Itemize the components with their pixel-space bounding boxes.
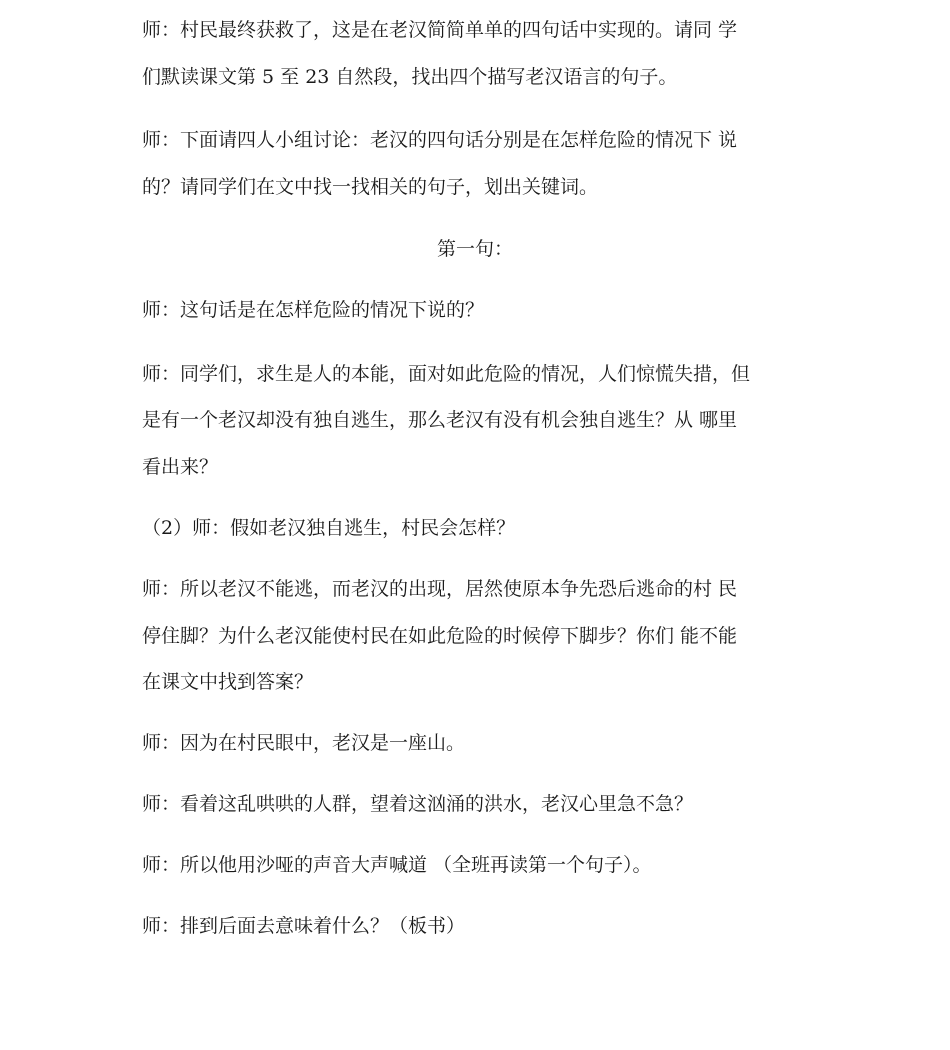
paragraph-7: 师：因为在村民眼中，老汉是一座山。 bbox=[142, 732, 466, 754]
paragraph-4-line-1: 师：同学们，求生是人的本能，面对如此危险的情况，人们惊慌失措，但 bbox=[142, 363, 751, 385]
paragraph-1-line-1: 师：村民最终获救了，这是在老汉简简单单的四句话中实现的。请同 学 bbox=[142, 19, 738, 41]
paragraph-6-line-2: 停住脚？为什么老汉能使村民在如此危险的时候停下脚步？你们 能不能 bbox=[142, 625, 738, 647]
paragraph-3: 师：这句话是在怎样危险的情况下说的？ bbox=[142, 299, 485, 321]
paragraph-8: 师：看着这乱哄哄的人群，望着这汹涌的洪水，老汉心里急不急？ bbox=[142, 793, 694, 815]
paragraph-10: 师：排到后面去意味着什么？（板书） bbox=[142, 915, 466, 937]
paragraph-9: 师：所以他用沙哑的声音大声喊道 （全班再读第一个句子）。 bbox=[142, 854, 652, 876]
paragraph-6-line-1: 师：所以老汉不能逃，而老汉的出现，居然使原本争先恐后逃命的村 民 bbox=[142, 578, 738, 600]
paragraph-2-line-1: 师：下面请四人小组讨论：老汉的四句话分别是在怎样危险的情况下 说 bbox=[142, 129, 738, 151]
paragraph-4-line-3: 看出来？ bbox=[142, 456, 219, 478]
paragraph-4-line-2: 是有一个老汉却没有独自逃生，那么老汉有没有机会独自逃生？从 哪里 bbox=[142, 409, 738, 431]
paragraph-6-line-3: 在课文中找到答案？ bbox=[142, 671, 314, 693]
paragraph-2-line-2: 的？请同学们在文中找一找相关的句子，划出关键词。 bbox=[142, 176, 599, 198]
paragraph-1-line-2: 们默读课文第 5 至 23 自然段，找出四个描写老汉语言的句子。 bbox=[142, 66, 678, 88]
paragraph-5: （2）师：假如老汉独自逃生，村民会怎样？ bbox=[142, 517, 516, 539]
section-heading: 第一句： bbox=[436, 238, 513, 260]
